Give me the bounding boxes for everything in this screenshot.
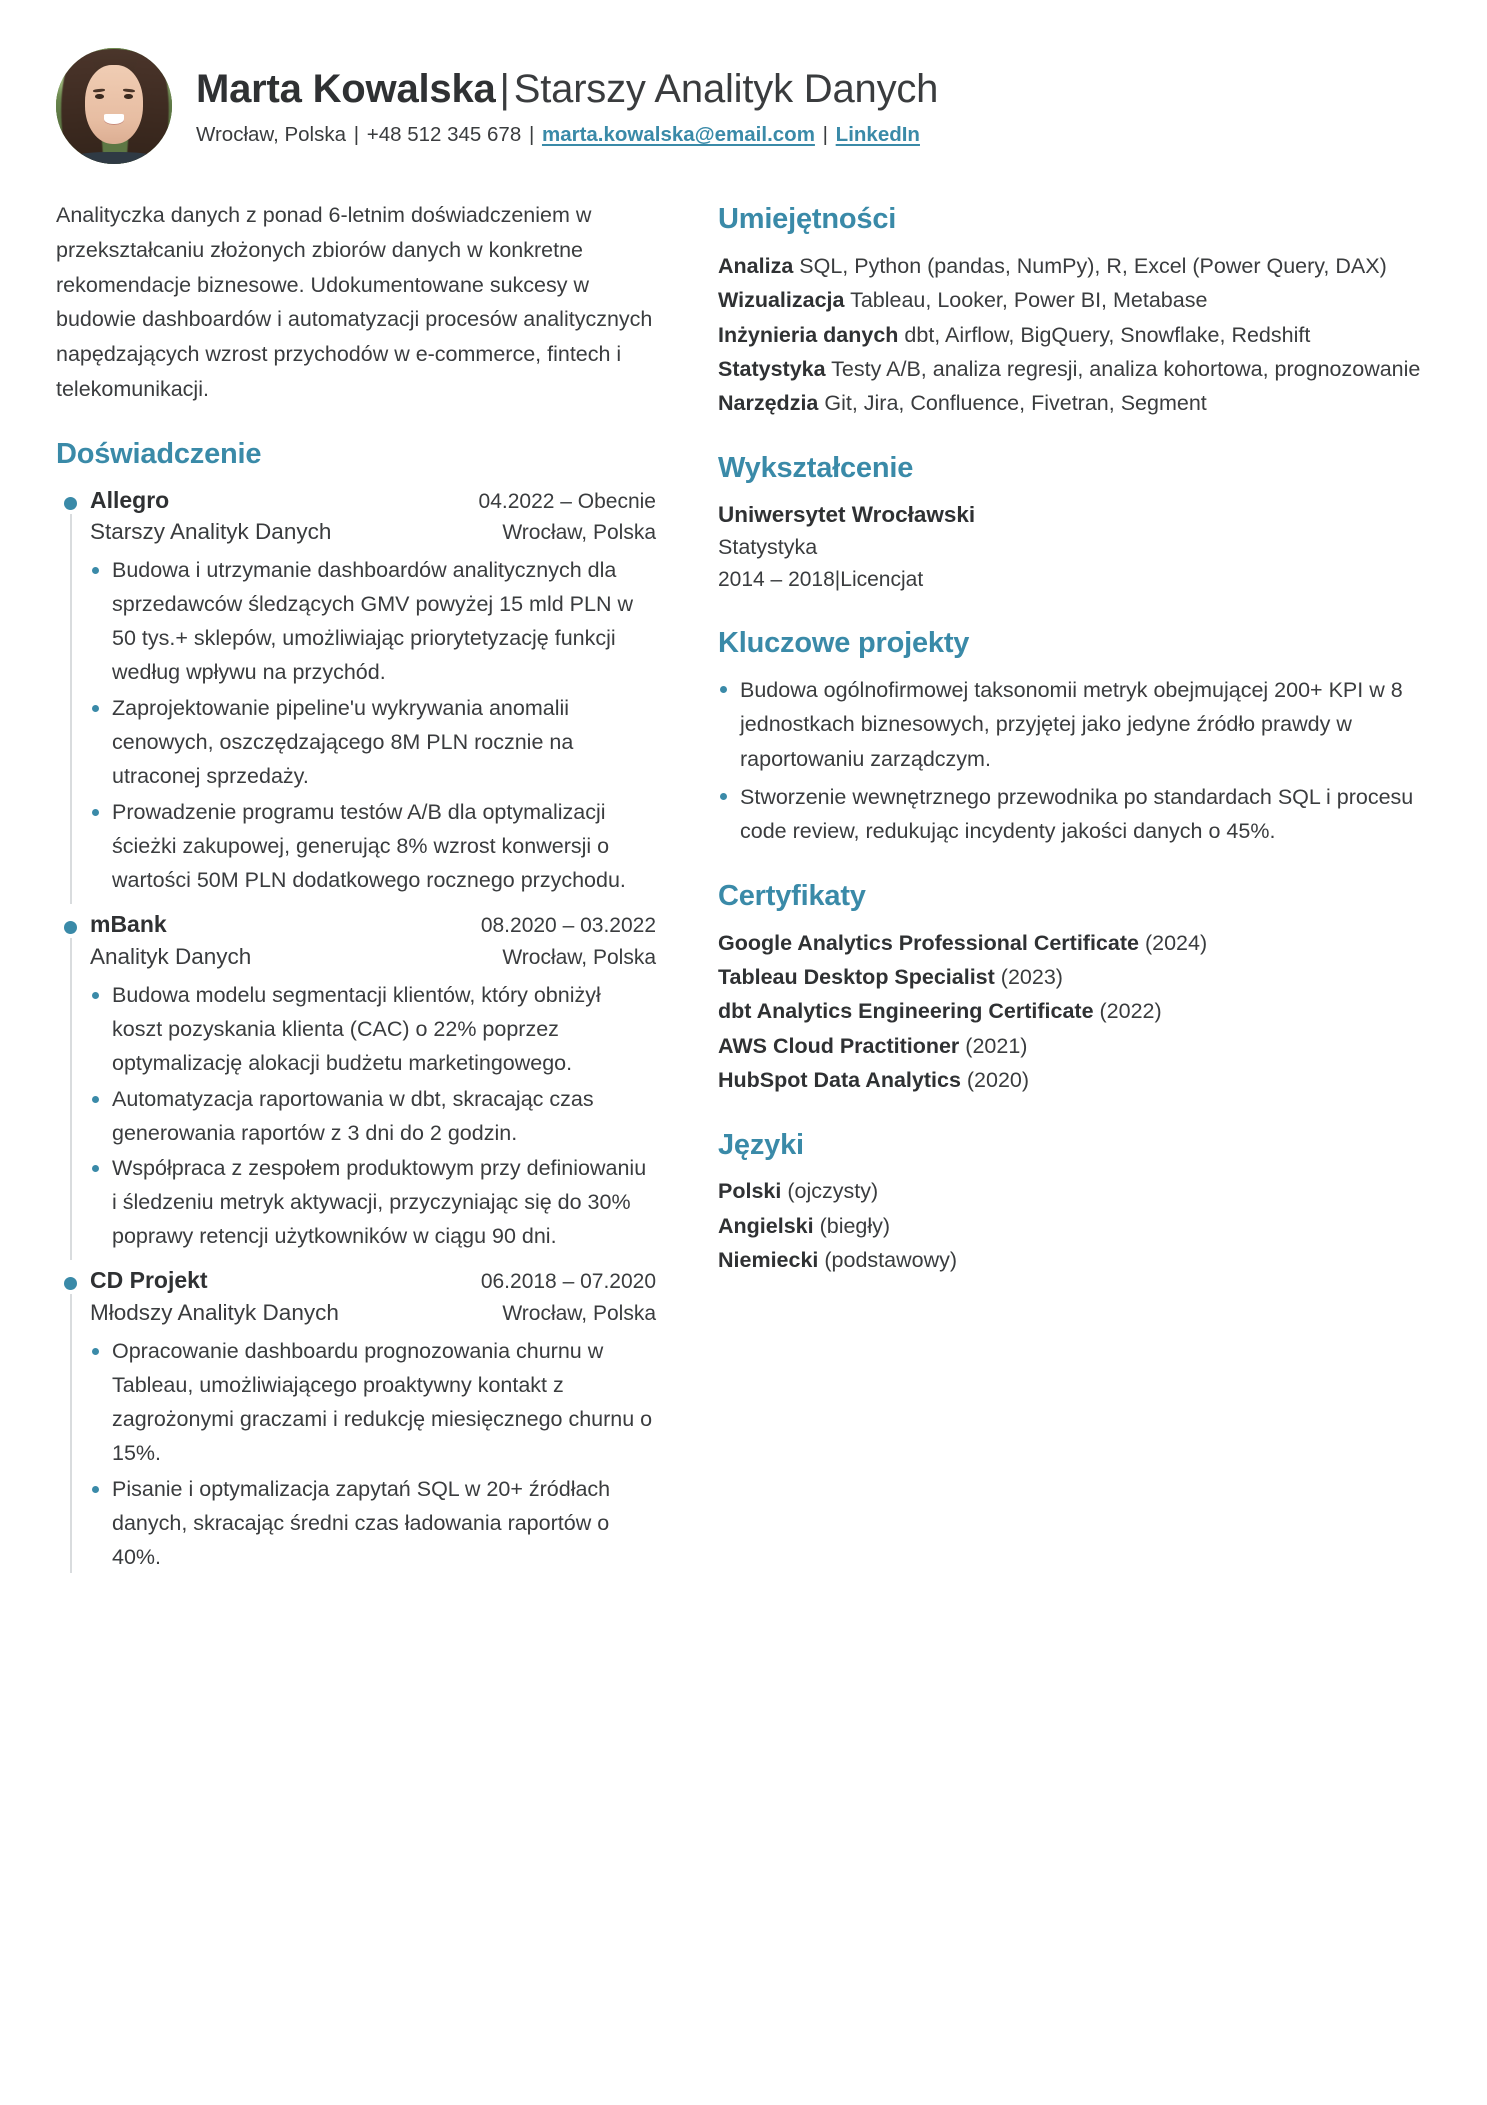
skill-value: Testy A/B, analiza regresji, analiza kohortowa, prognozowanie (831, 356, 1421, 381)
candidate-title: Starszy Analityk Danych (513, 66, 939, 111)
skill-row (718, 249, 1431, 283)
certificate-year: (2024) (1144, 930, 1208, 955)
contact-separator-2: | (528, 122, 535, 146)
skill-row (718, 352, 1431, 386)
education-meta (718, 564, 1431, 597)
job-location: Wrocław, Polska (502, 1302, 656, 1326)
education-degree: Licencjat (840, 567, 924, 591)
certificate-item (718, 1029, 1431, 1063)
contact-phone: +48 512 345 678 (366, 122, 522, 146)
right-column (718, 198, 1431, 1577)
job-role: Analityk Danych (90, 943, 252, 969)
skill-row (718, 386, 1431, 420)
project-item: Stworzenie wewnętrznego przewodnika po standardach SQL i procesu code review, redukując incydenty jakości danych o 45%. (718, 780, 1431, 849)
job-role: Starszy Analityk Danych (90, 519, 332, 545)
skill-label: Analiza (718, 253, 794, 278)
education-field: Statystyka (718, 535, 818, 560)
resume-header (56, 48, 1431, 182)
skill-label: Wizualizacja (718, 288, 845, 313)
experience-entry (56, 484, 656, 898)
job-bullet: Opracowanie dashboardu prognozowania churnu w Tableau, umożliwiającego proaktywny kontakt z zagrożonymi graczami i redukcję miesięcznego churnu o 15%. (90, 1335, 656, 1471)
education-school: Uniwersytet Wrocławski (718, 501, 976, 527)
experience-entry (56, 908, 656, 1254)
language-level: (biegły) (819, 1213, 891, 1238)
experience-entry (56, 1264, 656, 1574)
language-name: Polski (718, 1179, 782, 1204)
job-bullet-list (90, 979, 656, 1255)
job-location: Wrocław, Polska (502, 521, 656, 545)
education-years: 2014 – 2018 (718, 567, 835, 591)
candidate-name: Marta Kowalska (196, 66, 496, 111)
contact-separator-3: | (822, 122, 828, 146)
skill-value: SQL, Python (pandas, NumPy), R, Excel (Power Query, DAX) (799, 253, 1387, 278)
projects-list (718, 673, 1431, 849)
job-bullet: Współpraca z zespołem produktowym przy definiowaniu i śledzeniu metryk aktywacji, przyczyniając się do 30% poprawy retencji użytkowników w ciągu 90 dni. (90, 1152, 656, 1254)
language-level: (podstawowy) (824, 1248, 958, 1273)
skill-row (718, 283, 1431, 317)
certificate-item (718, 994, 1431, 1028)
certificate-name: Google Analytics Professional Certificate (718, 930, 1139, 955)
certificate-item (718, 960, 1431, 994)
section-heading-experience: Doświadczenie (56, 437, 262, 470)
avatar (56, 48, 172, 164)
language-name: Niemiecki (718, 1248, 819, 1273)
professional-summary: Analityczka danych z ponad 6-letnim doświadczeniem w przekształcaniu złożonych zbiorów danych w konkretne rekomendacje biznesowe. Udokumentowane sukcesy w budowie dashboardów i automatyzacji procesów analitycznych napędzających wzrost przychodów w e-commerce, fintech i telekomunikacji. (56, 203, 653, 402)
job-bullet: Pisanie i optymalizacja zapytań SQL w 20+ źródłach danych, skracając średni czas ładowania raportów o 40%. (90, 1473, 656, 1575)
job-bullet: Prowadzenie programu testów A/B dla optymalizacji ścieżki zakupowej, generując 8% wzrost konwersji o wartości 50M PLN dodatkowego rocznego przychodu. (90, 796, 656, 898)
job-dates: 06.2018 – 07.2020 (480, 1270, 656, 1294)
language-item (718, 1174, 1431, 1208)
certificate-item (718, 926, 1431, 960)
certificate-name: HubSpot Data Analytics (718, 1068, 961, 1093)
contact-email-link[interactable]: marta.kowalska@email.com (541, 122, 815, 146)
certificate-item (718, 1063, 1431, 1097)
job-bullet-list (90, 554, 656, 898)
language-name: Angielski (718, 1213, 814, 1238)
job-dates: 08.2020 – 03.2022 (480, 914, 656, 938)
job-role: Młodszy Analityk Danych (90, 1300, 339, 1326)
section-heading-skills: Umiejętności (718, 203, 897, 235)
skill-label: Inżynieria danych (718, 322, 899, 347)
contact-separator-1: | (353, 122, 360, 146)
language-item (718, 1209, 1431, 1243)
job-company: mBank (90, 911, 167, 938)
job-bullet: Automatyzacja raportowania w dbt, skracając czas generowania raportów z 3 dni do 2 godzin. (90, 1083, 656, 1151)
certificate-name: Tableau Desktop Specialist (718, 965, 995, 990)
contact-location: Wrocław, Polska (196, 122, 347, 146)
skill-value: Tableau, Looker, Power BI, Metabase (850, 288, 1208, 313)
project-item: Budowa ogólnofirmowej taksonomii metryk obejmującej 200+ KPI w 8 jednostkach biznesowych, przyjętej jako jedyne źródło prawdy w raportowaniu zarządczym. (718, 673, 1431, 776)
section-heading-education: Wykształcenie (718, 451, 914, 484)
resume-body (56, 182, 1431, 1577)
education-separator: | (834, 567, 841, 591)
contact-line (196, 121, 1431, 149)
job-company: CD Projekt (90, 1267, 208, 1294)
skill-label: Statystyka (718, 356, 826, 381)
contact-linkedin-link[interactable]: LinkedIn (835, 122, 920, 146)
certificate-name: AWS Cloud Practitioner (718, 1033, 960, 1058)
section-heading-certificates: Certyfikaty (718, 879, 866, 912)
certificate-year: (2023) (1000, 965, 1063, 990)
language-level: (ojczysty) (787, 1179, 879, 1204)
job-company: Allegro (90, 486, 170, 513)
header-text (196, 64, 1431, 149)
job-bullet-list (90, 1335, 656, 1575)
skill-value: dbt, Airflow, BigQuery, Snowflake, Redshift (904, 322, 1311, 347)
job-dates: 04.2022 – Obecnie (478, 489, 656, 513)
skill-label: Narzędzia (718, 391, 819, 416)
certificate-year: (2022) (1099, 999, 1162, 1024)
page-title (196, 66, 1431, 113)
section-heading-projects: Kluczowe projekty (718, 627, 970, 660)
job-location: Wrocław, Polska (502, 945, 656, 969)
skill-value: Git, Jira, Confluence, Fivetran, Segment (824, 391, 1207, 416)
job-bullet: Budowa modelu segmentacji klientów, który obniżył koszt pozyskania klienta (CAC) o 22% poprzez optymalizację alokacji budżetu marketingowego. (90, 979, 656, 1081)
language-item (718, 1243, 1431, 1277)
certificate-year: (2021) (965, 1033, 1028, 1058)
skill-row (718, 318, 1431, 352)
section-heading-languages: Języki (718, 1128, 804, 1161)
certificate-name: dbt Analytics Engineering Certificate (718, 999, 1094, 1024)
job-bullet: Budowa i utrzymanie dashboardów analitycznych dla sprzedawców śledzących GMV powyżej 15 mld PLN w 50 tys.+ sklepów, umożliwiając priorytetyzację funkcji według wpływu na przychód. (90, 554, 656, 690)
certificate-year: (2020) (966, 1068, 1030, 1093)
left-column (56, 198, 656, 1577)
job-bullet: Zaprojektowanie pipeline'u wykrywania anomalii cenowych, oszczędzającego 8M PLN rocznie na utraconej sprzedaży. (90, 692, 656, 794)
name-title-separator: | (499, 66, 510, 111)
